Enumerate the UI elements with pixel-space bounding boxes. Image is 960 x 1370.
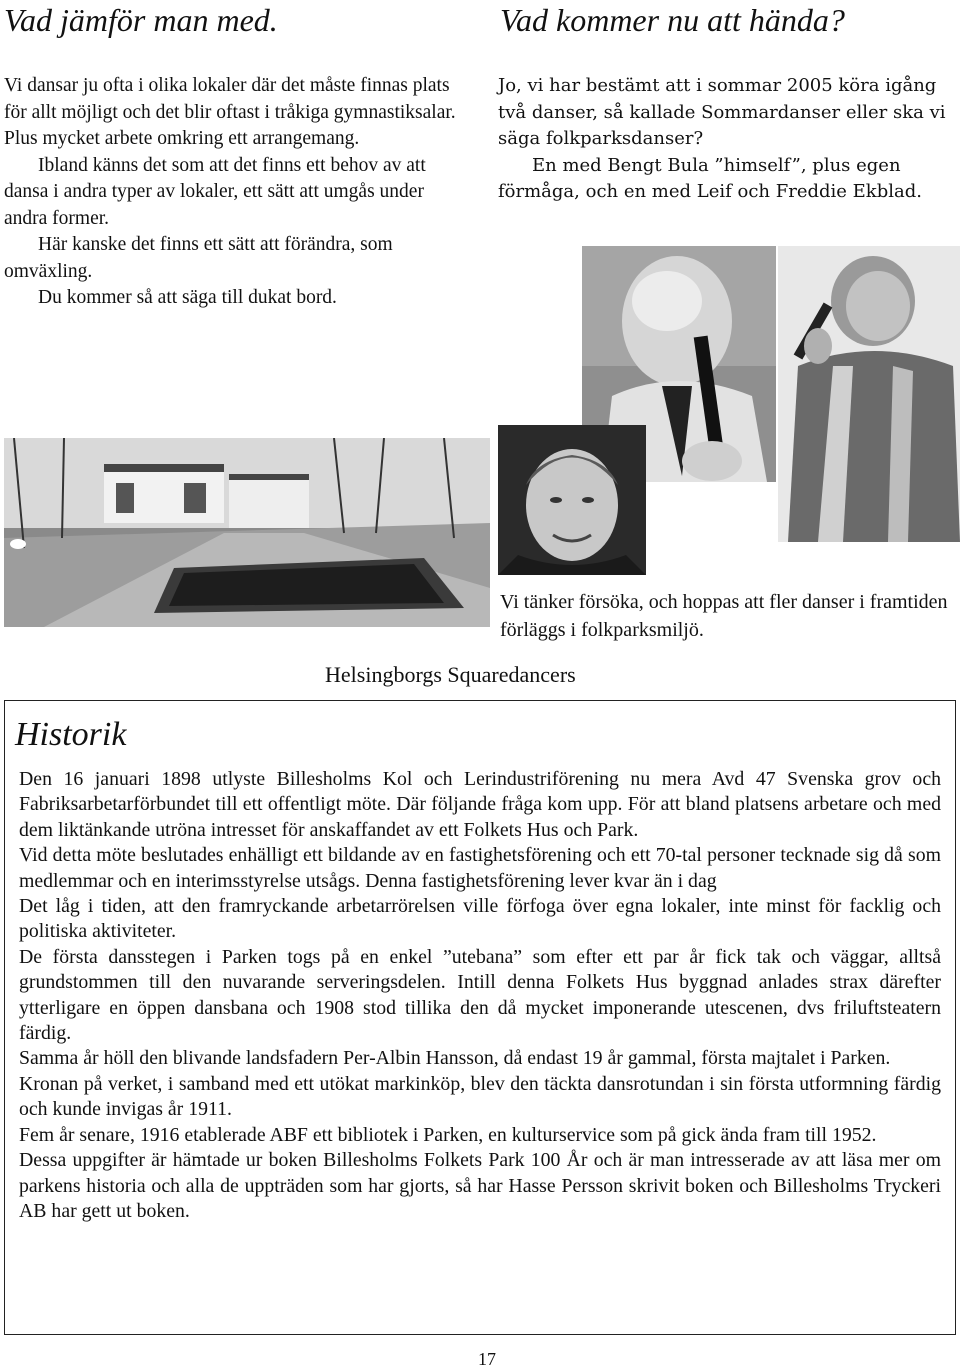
historik-box bbox=[4, 700, 956, 1335]
right-paragraph: En med Bengt Bula ”himself”, plus egen förmåga, och en med Leif och Freddie Ekblad. bbox=[498, 154, 922, 202]
historik-heading: Historik bbox=[15, 716, 127, 753]
left-paragraph: Vi dansar ju ofta i olika lokaler där det måste finnas plats för allt möjligt och det blir oftast i tråkiga gymnastiksalar. Plus mycket arbete omkring ett arrangemang. bbox=[4, 75, 456, 149]
historik-paragraph: Den 16 januari 1898 utlyste Billesholms Kol och Lerindustriförening nu mera Avd 47 Svenska grov och Fabriksarbetarförbundet till ett offentligt möte. Där följande fråga kom upp. För att bland platsens arbetare och med dem liktänkande utröna intresset för anskaffandet av ett Folkets Hus och Park. bbox=[19, 768, 941, 841]
left-paragraph: Ibland känns det som att det finns ett behov av att dansa i andra typer av lokaler, ett sätt att umgås under andra former. bbox=[4, 154, 426, 229]
left-paragraph: Här kanske det finns ett sätt att förändra, som omväxling. bbox=[4, 234, 393, 282]
historik-paragraph: De första dansstegen i Parken togs på en enkel ”utebana” som efter ett par år fick tak och väggar, alltså grundstommen till den nuvarande serveringsdelen. Intill denna Folkets Hus byggnad anlades strax därefter ytterligare en öppen dansbana och 1908 stod tillika den då mycket imponerande utescenen, dvs friluftsteatern färdig. bbox=[19, 945, 941, 1045]
left-paragraph: Du kommer så att säga till dukat bord. bbox=[38, 287, 337, 308]
historik-paragraph: Dessa uppgifter är hämtade ur boken Billesholms Folkets Park 100 År och är man intresserade av att läsa mer om parkens historia och alla de uppträden som har gjorts, så har Hasse Persson skrivit boken och Billesholms Tryckeri AB har gett ut boken. bbox=[19, 1149, 941, 1222]
photo-park-pavilion bbox=[4, 438, 490, 627]
photo-young-man bbox=[498, 425, 646, 575]
signature: Helsingborgs Squaredancers bbox=[325, 662, 576, 687]
historik-text bbox=[19, 767, 941, 1224]
left-heading: Vad jämför man med. bbox=[4, 2, 278, 38]
historik-paragraph: Vid detta möte beslutades enhälligt ett bildande av en fastighetsförening och ett 70-tal personer tecknade sig då som medlemmar och en interimsstyrelse utsågs. Denna fastighetsförening lever kvar än i dag bbox=[19, 844, 941, 892]
right-paragraph: Jo, vi har bestämt att i sommar 2005 köra igång två danser, så kallade Sommardanser eller ska vi säga folkparksdanser? bbox=[498, 75, 946, 149]
historik-paragraph: Fem år senare, 1916 etablerade ABF ett bibliotek i Parken, en kulturservice som på gick ända fram till 1952. bbox=[19, 1123, 877, 1146]
historik-paragraph: Det låg i tiden, att den framryckande arbetarrörelsen ville förfoga över egna lokaler, inte minst för facklig och politiska aktiviteter. bbox=[19, 895, 941, 943]
photo-singer-shirt bbox=[778, 246, 960, 542]
page-number: 17 bbox=[478, 1349, 496, 1369]
left-text bbox=[4, 73, 468, 312]
historik-paragraph: Kronan på verket, i samband med ett utökat markinköp, blev den täckta dansrotundan i sin första utformning färdig och kunde invigas år 1911. bbox=[19, 1072, 941, 1121]
historik-paragraph: Samma år höll den blivande landsfadern Per-Albin Hansson, då endast 19 år gammal, första majtalet i Parken. bbox=[19, 1047, 891, 1070]
right-text bbox=[498, 73, 956, 206]
closing-text: Vi tänker försöka, och hoppas att fler danser i framtiden förläggs i folkparksmiljö. bbox=[500, 591, 948, 641]
right-heading: Vad kommer nu att hända? bbox=[500, 2, 845, 38]
